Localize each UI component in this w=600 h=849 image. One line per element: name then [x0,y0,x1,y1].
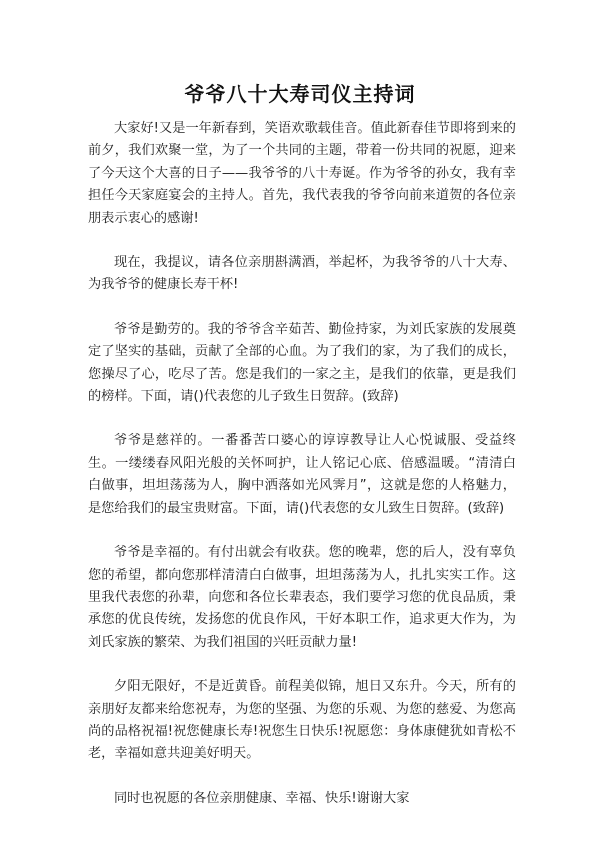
paragraph-blessing: 夕阳无限好，不是近黄昏。前程美似锦，旭日又东升。今天，所有的亲朋好友都来给您祝寿，为您的坚强、为您的乐观、为您的慈爱、为您高尚的品格祝福!祝您健康长寿!祝您生日快乐!祝愿您：身体康健犹如青松不老，幸福如意共迎美好明天。 [88,679,516,762]
paragraph-greeting: 大家好!又是一年新春到，笑语欢歌载佳音。值此新春佳节即将到来的前夕，我们欢聚一堂，为了一个共同的主题，带着一份共同的祝愿，迎来了今天这个大喜的日子——我爷爷的八十寿诞。作为爷爷的孙女，我有幸担任今天家庭宴会的主持人。首先，我代表我的爷爷向前来道贺的各位亲朋表示衷心的感谢! [88,121,516,226]
paragraph-diligent: 爷爷是勤劳的。我的爷爷含辛茹苦、勤俭持家，为刘氏家族的发展奠定了坚实的基础，贡献了全部的心血。为了我们的家，为了我们的成长，您操尽了心，吃尽了苦。您是我们的一家之主，是我们的依靠，更是我们的榜样。下面，请()代表您的儿子致生日贺辞。(致辞) [88,321,516,405]
document-body [88,118,516,832]
page-title: 爷爷八十大寿司仪主持词 [184,82,416,106]
paragraph-toast: 现在，我提议，请各位亲朋斟满酒，举起杯，为我爷爷的八十大寿、为我爷爷的健康长寿干杯! [88,255,516,293]
paragraph-kind: 爷爷是慈祥的。一番番苦口婆心的谆谆教导让人心悦诚服、受益终生。一缕缕春风阳光般的关怀呵护，让人铭记心底、倍感温暖。“清清白白做事，坦坦荡荡为人，胸中洒落如光风霁月”，这就是您的人格魅力，是您给我们的最宝贵财富。下面，请()代表您的女儿致生日贺辞。(致辞) [88,433,516,516]
paragraph-closing: 同时也祝愿的各位亲朋健康、幸福、快乐!谢谢大家 [114,790,410,806]
paragraph-happy: 爷爷是幸福的。有付出就会有收获。您的晚辈，您的后人，没有辜负您的希望，都向您那样清清白白做事，坦坦荡荡为人，扎扎实实工作。这里我代表您的孙辈，向您和各位长辈表态，我们要学习您的优良品质，秉承您的优良传统，发扬您的优良作风，干好本职工作，追求更大作为，为刘氏家族的繁荣、为我们祖国的兴旺贡献力量! [88,545,516,650]
